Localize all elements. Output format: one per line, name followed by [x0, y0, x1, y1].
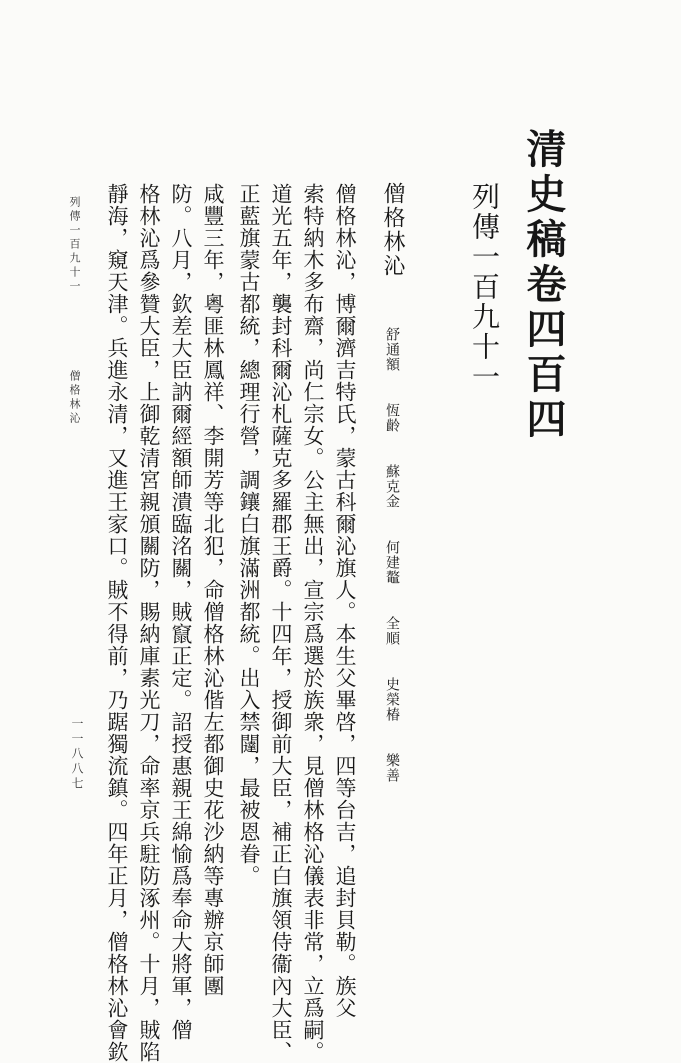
- biography-heading: [377, 182, 407, 783]
- co-name: 何建鼇: [384, 540, 400, 585]
- running-header-chapter: 列傳一百九十一: [68, 196, 81, 294]
- co-name: 舒通額: [384, 327, 400, 372]
- body-column: 正藍旗蒙古都統，總理行營，調鑲白旗滿洲都統。出入禁闥，最被恩眷。: [237, 183, 261, 887]
- body-column: 僧格林沁，博爾濟吉特氏，蒙古科爾沁旗人。本生父畢啓，四等台吉，追封貝勒。族父: [333, 183, 357, 1019]
- volume-title: 清史稿卷四百四: [520, 128, 567, 443]
- co-name: 恆齡: [384, 403, 400, 433]
- heading-co-names: [384, 313, 400, 783]
- co-name: 全順: [384, 616, 400, 646]
- body-column: 索特納木多布齋，尚仁宗女。公主無出，宣宗爲選於族衆，見僧林格沁儀表非常，立爲嗣。: [301, 183, 325, 1063]
- body-column: 咸豐三年，粵匪林鳳祥、李開芳等北犯，命僧格林沁偕左都御史花沙納等專辦京師團: [201, 183, 225, 997]
- co-name: 蘇克金: [384, 464, 400, 509]
- co-name: 史榮椿: [384, 677, 400, 722]
- heading-main-name: 僧格林沁: [380, 182, 405, 278]
- co-name: 樂善: [384, 753, 400, 783]
- body-column: 格林沁爲參贊大臣，上御乾清宮親頒關防，賜納庫素光刀，命率京兵駐防涿州。十月，賊陷: [137, 183, 161, 1063]
- section-title: 列傳一百九十一: [468, 182, 501, 392]
- running-header-name: 僧格林沁: [68, 370, 81, 426]
- page-number: 一一八八七: [70, 717, 84, 792]
- running-header: [66, 196, 82, 426]
- body-column: 道光五年，襲封科爾沁札薩克多羅郡王爵。十四年，授御前大臣，補正白旗領侍衞內大臣、: [269, 183, 293, 1063]
- body-column: 防。八月，欽差大臣訥爾經額師潰臨洺關，賊竄正定。詔授惠親王綿愉爲奉命大將軍，僧: [169, 183, 193, 1041]
- body-column: 靜海，窺天津。兵進永清，又進王家口。賊不得前，乃踞獨流鎮。四年正月，僧格林沁會欽: [105, 183, 129, 1063]
